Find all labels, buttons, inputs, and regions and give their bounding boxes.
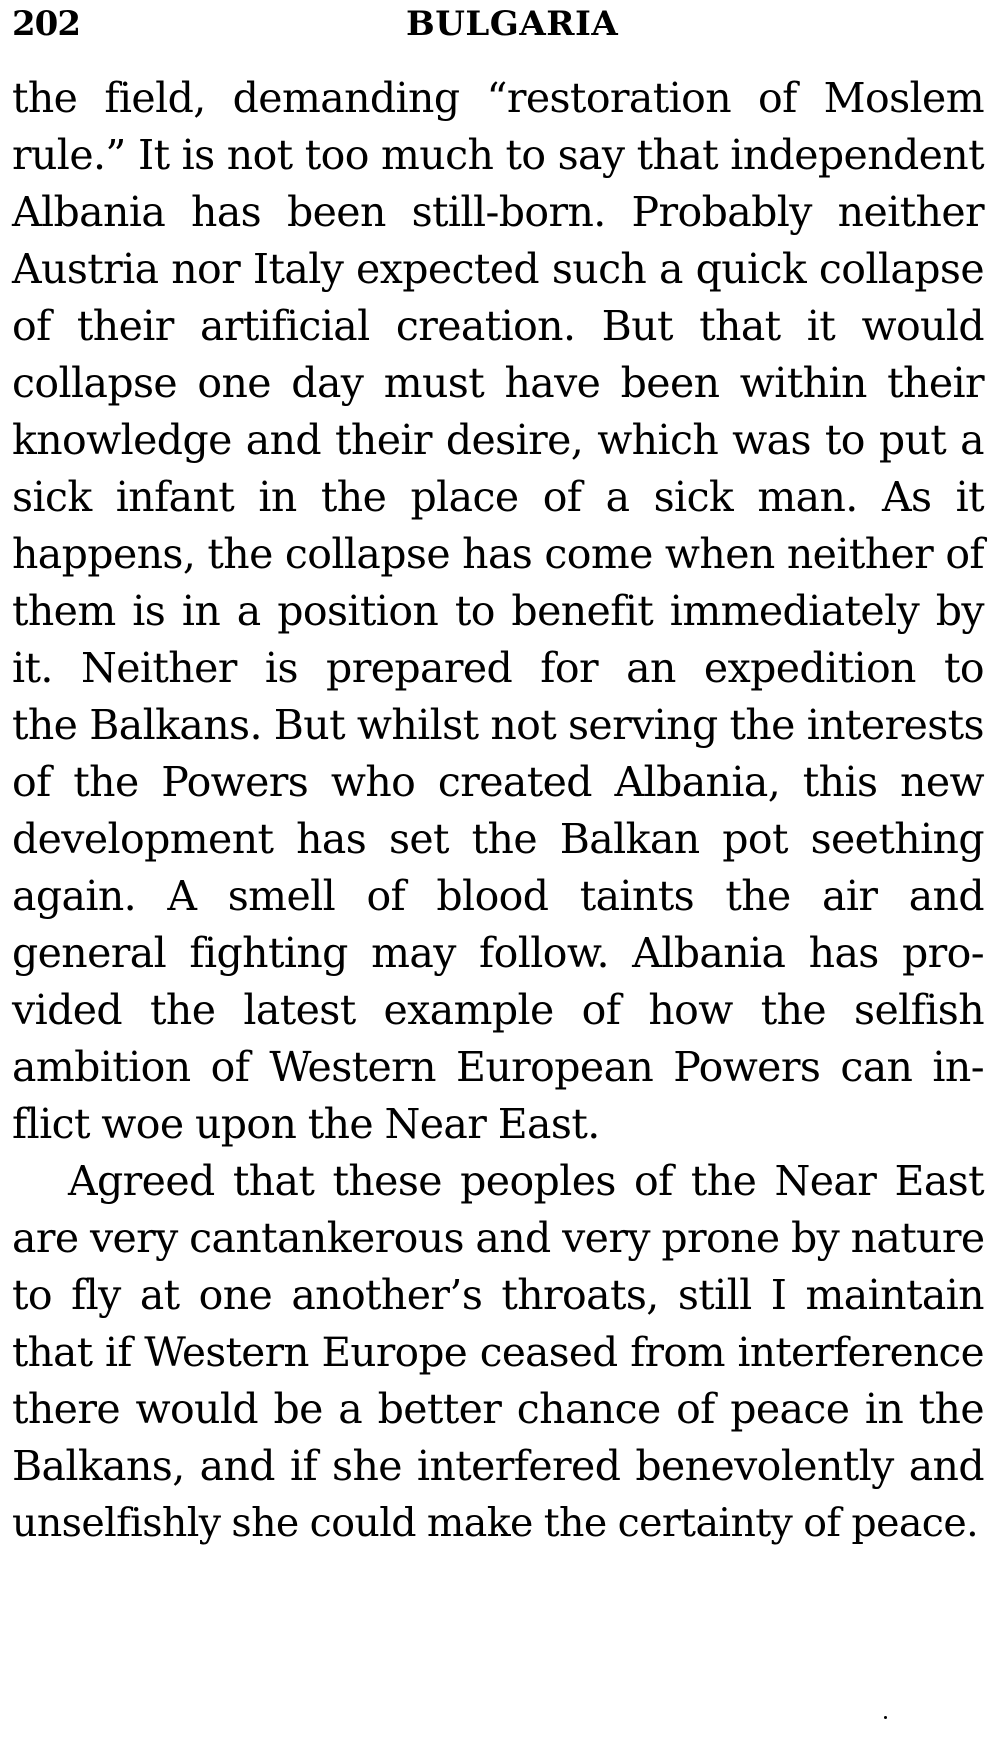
text-line: of their artificial creation. But that it would — [12, 302, 984, 350]
text-line: that if Western Europe ceased from interference — [12, 1328, 984, 1376]
text-line: development has set the Balkan pot seething — [12, 815, 984, 863]
text-line: the Balkans. But whilst not serving the interests — [12, 701, 984, 749]
text-line: Albania has been still-born. Probably neither — [12, 188, 984, 236]
paragraph-2 — [12, 1153, 984, 1552]
text-line: Agreed that these peoples of the Near East — [68, 1157, 984, 1205]
text-line: Austria nor Italy expected such a quick collapse — [12, 245, 984, 293]
text-line: flict woe upon the Near East. — [12, 1100, 600, 1148]
text-line: are very cantankerous and very prone by nature — [12, 1214, 985, 1262]
page-number: 202 — [12, 4, 80, 44]
text-line: knowledge and their desire, which was to put a — [12, 416, 984, 464]
paragraph-1 — [12, 70, 984, 1153]
text-line: of the Powers who created Albania, this new — [12, 758, 984, 806]
text-line: ambition of Western European Powers can in- — [12, 1043, 984, 1091]
text-line: them is in a position to benefit immediately by — [12, 587, 984, 635]
text-line: the field, demanding “restoration of Moslem — [12, 74, 984, 122]
text-line: sick infant in the place of a sick man. As it — [12, 473, 984, 521]
running-head — [12, 0, 984, 60]
text-line: happens, the collapse has come when neither of — [12, 530, 984, 578]
text-line: collapse one day must have been within their — [12, 359, 984, 407]
running-title: BULGARIA — [406, 4, 619, 44]
text-line: general fighting may follow. Albania has pro- — [12, 929, 984, 977]
text-line: it. Neither is prepared for an expedition to — [12, 644, 984, 692]
text-line: there would be a better chance of peace in the — [12, 1385, 984, 1433]
body-text — [12, 70, 984, 1552]
text-line: unselfishly she could make the certainty of peace. — [12, 1500, 979, 1546]
text-line: Balkans, and if she interfered benevolently and — [12, 1442, 984, 1490]
book-page — [12, 0, 985, 1546]
scan-speck — [884, 1716, 887, 1719]
text-line: rule.” It is not too much to say that independent — [12, 131, 984, 179]
text-line: to fly at one another’s throats, still I maintain — [12, 1271, 984, 1319]
text-line: again. A smell of blood taints the air and — [12, 872, 984, 920]
text-line: vided the latest example of how the selfish — [12, 986, 984, 1034]
